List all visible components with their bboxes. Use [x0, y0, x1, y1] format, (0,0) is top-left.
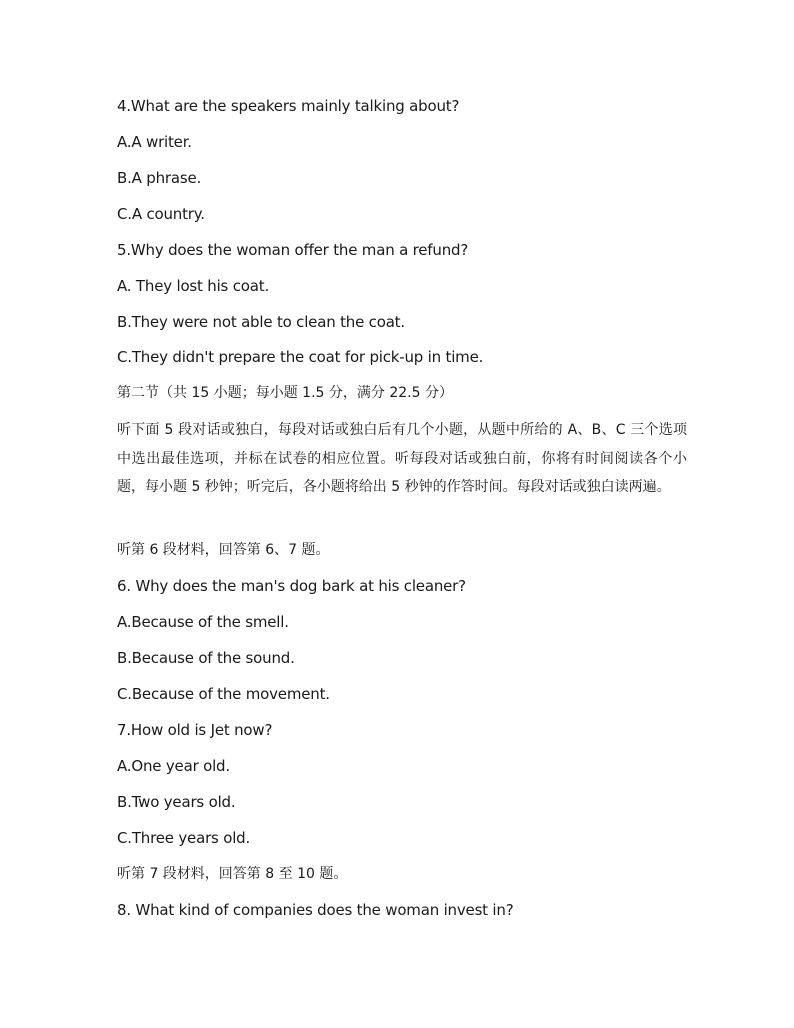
material-6-heading: 听第 6 段材料，回答第 6、7 题。: [117, 542, 330, 558]
q4-option-c: C.A country.: [117, 205, 205, 223]
q6-option-a: A.Because of the smell.: [117, 613, 289, 631]
q5-option-c: C.They didn't prepare the coat for pick-up in time.: [117, 348, 484, 366]
question-8: 8. What kind of companies does the woman invest in?: [117, 901, 514, 919]
q7-option-a: A.One year old.: [117, 757, 230, 775]
q5-option-b: B.They were not able to clean the coat.: [117, 313, 405, 331]
q7-option-c: C.Three years old.: [117, 829, 251, 847]
question-7: 7.How old is Jet now?: [117, 721, 273, 739]
section-2-heading: 第二节（共 15 小题；每小题 1.5 分，满分 22.5 分）: [117, 385, 453, 401]
material-7-heading: 听第 7 段材料，回答第 8 至 10 题。: [117, 866, 348, 882]
q6-option-b: B.Because of the sound.: [117, 649, 295, 667]
question-6: 6. Why does the man's dog bark at his cleaner?: [117, 577, 466, 595]
q7-option-b: B.Two years old.: [117, 793, 236, 811]
question-4: 4.What are the speakers mainly talking about?: [117, 97, 460, 115]
section-2-instructions: 听下面 5 段对话或独白，每段对话或独白后有几个小题，从题中所给的 A、B、C 三个选项中选出最佳选项，并标在试卷的相应位置。听每段对话或独白前，你将有时间阅读各个小题，每小题 5 秒钟；听完后，各小题将给出 5 秒钟的作答时间。每段对话或独白读两遍。: [117, 422, 687, 495]
q5-option-a: A. They lost his coat.: [117, 277, 270, 295]
q4-option-a: A.A writer.: [117, 133, 192, 151]
question-5: 5.Why does the woman offer the man a refund?: [117, 241, 469, 259]
q6-option-c: C.Because of the movement.: [117, 685, 330, 703]
q4-option-b: B.A phrase.: [117, 169, 202, 187]
